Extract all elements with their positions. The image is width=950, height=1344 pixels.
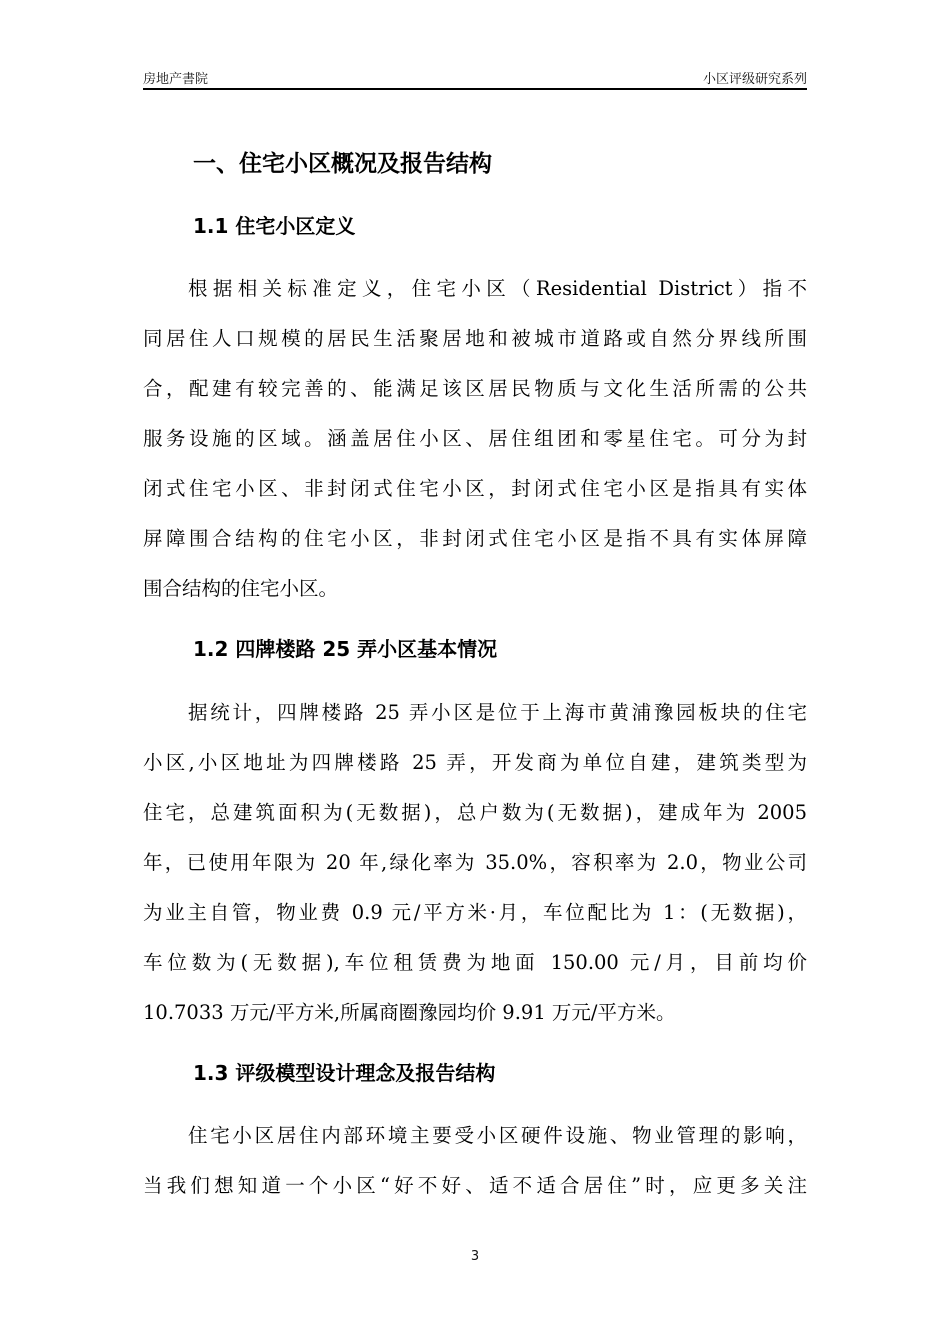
paragraph-line: 合，配建有较完善的、能满足该区居民物质与文化生活所需的公共: [143, 377, 807, 400]
header-series-title: 小区评级研究系列: [702, 72, 807, 87]
paragraph-line: 10.7033 万元/平方米,所属商圈豫园均价 9.91 万元/平方米。: [143, 1001, 676, 1024]
paragraph-line: 围合结构的住宅小区。: [143, 577, 339, 600]
chapter-title: 一、住宅小区概况及报告结构: [193, 151, 492, 177]
paragraph-line: 根据相关标准定义，住宅小区（Residential District）指不: [188, 277, 807, 300]
paragraph-line: 据统计，四牌楼路 25 弄小区是位于上海市黄浦豫园板块的住宅: [188, 701, 807, 724]
page-header: [143, 64, 807, 90]
section-heading-1-1: 1.1 住宅小区定义: [193, 214, 356, 238]
paragraph-line: 住宅小区居住内部环境主要受小区硬件设施、物业管理的影响，: [188, 1124, 807, 1147]
section-heading-1-2: 1.2 四牌楼路 25 弄小区基本情况: [193, 637, 498, 661]
paragraph-line: 服务设施的区域。涵盖居住小区、居住组团和零星住宅。可分为封: [143, 427, 807, 450]
paragraph-line: 当我们想知道一个小区“好不好、适不适合居住”时，应更多关注: [143, 1174, 807, 1197]
header-publisher: 房地产書院: [143, 72, 209, 87]
paragraph-line: 车位数为(无数据),车位租赁费为地面 150.00 元/月，目前均价: [143, 951, 807, 974]
paragraph-line: 为业主自管，物业费 0.9 元/平方米·月，车位配比为 1：(无数据)，: [143, 901, 807, 924]
paragraph-line: 同居住人口规模的居民生活聚居地和被城市道路或自然分界线所围: [143, 327, 807, 350]
paragraph-line: 闭式住宅小区、非封闭式住宅小区，封闭式住宅小区是指具有实体: [143, 477, 807, 500]
paragraph-line: 住宅，总建筑面积为(无数据)，总户数为(无数据)，建成年为 2005: [143, 801, 807, 824]
paragraph-line: 屏障围合结构的住宅小区，非封闭式住宅小区是指不具有实体屏障: [143, 527, 807, 550]
paragraph-line: 小区,小区地址为四牌楼路 25 弄，开发商为单位自建，建筑类型为: [143, 751, 807, 774]
paragraph-line: 年，已使用年限为 20 年,绿化率为 35.0%，容积率为 2.0，物业公司: [143, 851, 807, 874]
section-heading-1-3: 1.3 评级模型设计理念及报告结构: [193, 1061, 496, 1085]
page-number: 3: [470, 1249, 480, 1264]
